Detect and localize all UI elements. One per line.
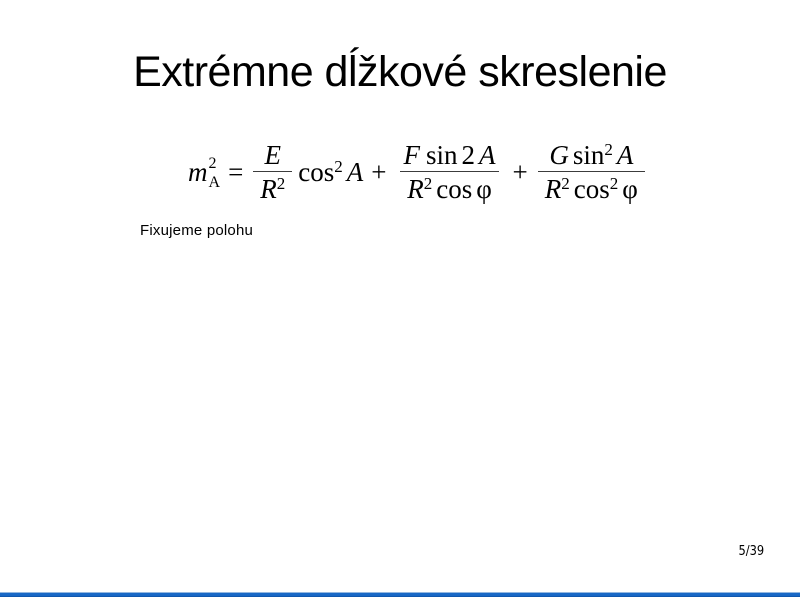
plus-sign-2: + xyxy=(512,156,528,187)
fraction-3-den-R: R xyxy=(544,174,562,204)
term-1-argument: A xyxy=(346,156,364,187)
formula-lhs-subscript: A xyxy=(208,173,221,191)
fraction-1 xyxy=(253,141,292,204)
fraction-2-denominator xyxy=(400,171,499,203)
fraction-3-numerator xyxy=(542,141,640,171)
fraction-3-den-R-exponent: 2 xyxy=(561,174,570,193)
fraction-3-denominator xyxy=(538,171,645,203)
bottom-accent-line xyxy=(0,592,800,597)
fraction-3-num-G: G xyxy=(549,139,569,170)
cos-function-2: cos xyxy=(436,174,473,204)
cos-function-1: cos xyxy=(298,156,335,187)
cos-3-exponent: 2 xyxy=(609,174,619,193)
sin-function-1: sin xyxy=(426,139,458,170)
page-number: 5/39 xyxy=(738,544,764,559)
fraction-1-den-exponent: 2 xyxy=(276,174,286,193)
formula-lhs-scripts xyxy=(209,156,221,191)
body-text: Fixujeme polohu xyxy=(140,222,254,239)
plus-sign-1: + xyxy=(371,156,387,187)
fraction-1-numerator xyxy=(258,141,289,171)
cos-function-3: cos xyxy=(573,174,610,204)
fraction-2-num-multiplier: 2 xyxy=(461,139,476,170)
fraction-2-num-argument: A xyxy=(479,139,496,170)
fraction-1-den-R: R xyxy=(260,174,277,204)
fraction-1-num-E: E xyxy=(264,139,282,170)
fraction-2 xyxy=(397,141,503,204)
fraction-2-den-exponent: 2 xyxy=(423,174,433,193)
fraction-3-num-argument: A xyxy=(616,139,634,170)
fraction-3 xyxy=(538,141,645,204)
fraction-2-den-R: R xyxy=(407,174,424,204)
fraction-1-denominator xyxy=(253,171,292,203)
term-cos2A xyxy=(298,157,363,188)
formula-lhs-base: m xyxy=(188,156,208,187)
slide-title: Extrémne dĺžkové skreslenie xyxy=(133,48,667,96)
cos-1-exponent: 2 xyxy=(334,156,343,176)
fraction-2-den-phi: φ xyxy=(476,174,492,204)
formula xyxy=(188,133,647,211)
equals-sign: = xyxy=(228,156,244,187)
formula-lhs-superscript: 2 xyxy=(208,154,217,172)
fraction-2-numerator xyxy=(397,141,503,171)
fraction-2-num-F: F xyxy=(403,139,421,170)
sin-2-exponent: 2 xyxy=(604,139,613,159)
fraction-3-den-phi: φ xyxy=(622,174,638,204)
sin-function-2: sin xyxy=(572,139,605,170)
